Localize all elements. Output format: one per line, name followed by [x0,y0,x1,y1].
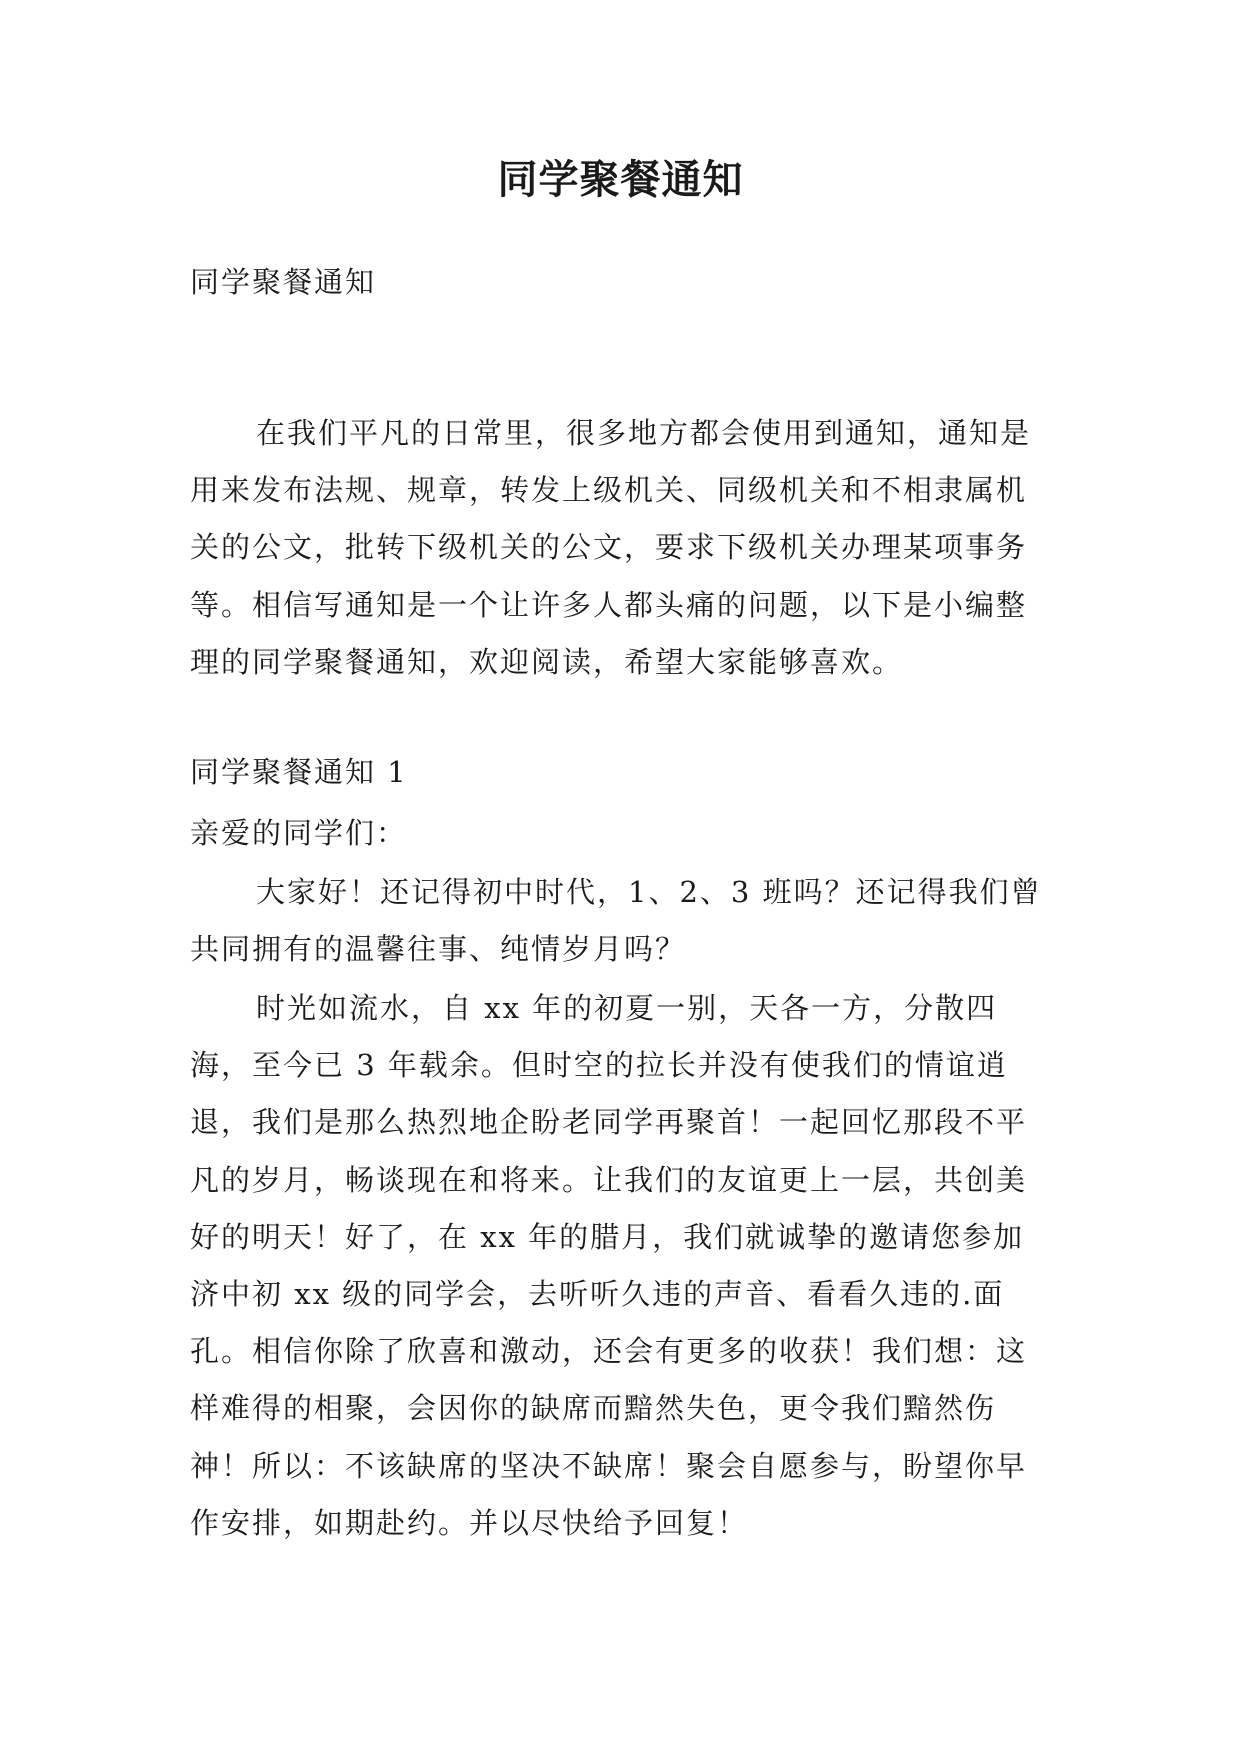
intro-paragraph: 在我们平凡的日常里，很多地方都会使用到通知，通知是用来发布法规、规章，转发上级机关、同级机关和不相隶属机关的公文，批转下级机关的公文，要求下级机关办理某项事务等。相信写通知是一个让许多人都头痛的问题，以下是小编整理的同学聚餐通知，欢迎阅读，希望大家能够喜欢。 [190,416,1032,679]
greeting-paragraph: 大家好！还记得初中时代，1、2、3 班吗？还记得我们曾共同拥有的温馨往事、纯情岁月吗？ [190,875,1042,967]
salutation: 亲爱的同学们： [190,816,408,850]
document-subtitle: 同学聚餐通知 [190,265,377,299]
invitation-paragraph: 时光如流水，自 xx 年的初夏一别，天各一方，分散四海，至今已 3 年载余。但时空的拉长并没有使我们的情谊逍退，我们是那么热烈地企盼老同学再聚首！一起回忆那段不平凡的岁月，畅谈现在和将来。让我们的友谊更上一层，共创美好的明天！好了，在 xx 年的腊月，我们就诚挚的邀请您参加济中初 xx 级的同学会，去听听久违的声音、看看久违的.面孔。相信你除了欣喜和激动，还会有更多的收获！我们想：这样难得的相聚，会因你的缺席而黯然失色，更令我们黯然伤神！所以：不该缺席的坚决不缺席！聚会自愿参与，盼望你早作安排，如期赴约。并以尽快给予回复！ [190,991,1028,1540]
document-title: 同学聚餐通知 [497,156,744,203]
section-heading: 同学聚餐通知 1 [190,755,408,789]
